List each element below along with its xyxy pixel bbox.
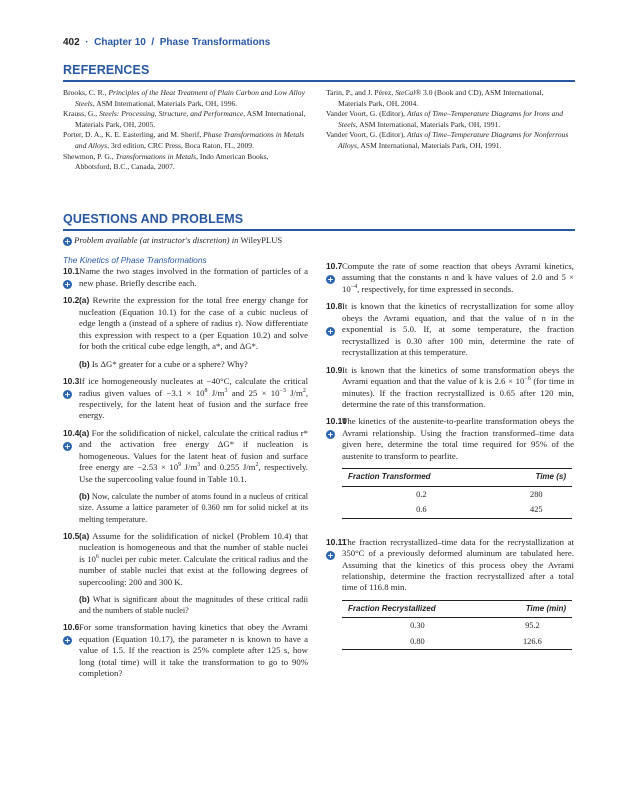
reference-entry: Brooks, C. R., Principles of the Heat Treatment of Plain Carbon and Low Alloy Steels, ASM International, Materials Park, OH, 1996.	[63, 88, 305, 108]
questions-rule	[63, 229, 575, 231]
header-separator: ·	[85, 37, 89, 48]
plus-circle-icon: +	[64, 636, 71, 646]
plus-circle-icon: +	[64, 280, 71, 290]
questions-right-column	[326, 255, 574, 650]
plus-circle-icon: +	[327, 430, 334, 440]
question-10-9: 10.9 It is known that the kinetics of some transformation obeys the Avrami equation and that the value of k is $2.6 \times 10^{-6}$ (for time in minutes). If the fraction recrystallized is 0.65 after 120 min, determine the rate of this transformation.	[326, 364, 574, 409]
question-10-2: 10.2 (a) Rewrite the expression for the total free energy change for nucleation (Equation 10.1) for the case of a cubic nucleus of edge length a (instead of a sphere of radius r). Now differentiate this expression with respect to a (per Equation 10.2) and solve for both the critical cube edge length, a*, and ΔG*.	[63, 295, 308, 352]
reference-entry: Vander Voort, G. (Editor), Atlas of Time–Temperature Diagrams for Nonferrous Alloys, ASM International, Materials Park, OH, 1991.	[326, 130, 569, 150]
question-10-4-b: (b) Now, calculate the number of atoms found in a nucleus of critical size. Assume a lattice parameter of 0.360 nm for solid nickel at its melting temperature.	[79, 491, 308, 524]
header-slash: /	[151, 37, 155, 48]
reference-entry: Krauss, G., Steels: Processing, Structure, and Performance, ASM International, Materials Park, OH, 2005.	[63, 109, 306, 129]
plus-circle-icon: +	[327, 550, 334, 560]
questions-heading: QUESTIONS AND PROBLEMS	[63, 212, 244, 226]
table-recrystallization	[342, 600, 572, 650]
table-header: Fraction Recrystallized	[342, 600, 493, 617]
reference-entry: Vander Voort, G. (Editor), Atlas of Time–Temperature Diagrams for Irons and Steels, ASM International, Materials Park, OH, 1991.	[326, 109, 564, 129]
plus-circle-icon: +	[64, 237, 71, 246]
plus-circle-icon: +	[327, 275, 334, 284]
question-10-5-b: (b) What is significant about the magnitudes of these critical radii and the numbers of stable nuclei?	[79, 594, 308, 616]
table-row: 0.80 126.6	[342, 634, 572, 650]
question-10-3: 10.3 + If ice homogeneously nucleates at −40°C, calculate the critical radius given values of $-3.1 \times 10^8$ $J/m^3$ and $25 \times 10^{-3}$ $J/m^2$, respectively, for the latent heat of fusion and the surface free energy.	[63, 376, 308, 421]
table-header: Fraction Transformed	[342, 469, 501, 486]
chapter-label: Chapter 10	[94, 37, 146, 48]
table-row: 0.30 95.2	[410, 621, 540, 631]
running-header	[63, 37, 270, 48]
questions-left-column	[63, 255, 308, 680]
table-row: 0.6 425	[342, 502, 572, 518]
question-10-6: 10.6 + For some transformation having kinetics that obey the Avrami equation (Equation 10.17), the parameter n is known to have a value of 1.5. If the reaction is 25% complete after 125 s, how long (total time) will it take the transformation to go to 90% completion?	[63, 622, 308, 679]
references-heading: REFERENCES	[63, 63, 150, 77]
wileyplus-brand: WileyPLUS	[240, 235, 283, 245]
question-10-4: 10.4 + (a) For the solidification of nickel, calculate the critical radius r* and the activation free energy ΔG* if nucleation is homogeneous. Values for the latent heat of fusion and surface free energy are $-2.53 \times 10^9$ $J/m^3$ and 0.255 $J/m^2$, respectively. Use the supercooling value found in Table 10.1.	[63, 427, 308, 484]
chapter-title: Phase Transformations	[159, 37, 271, 48]
wileyplus-note	[63, 235, 282, 246]
subsection-heading: The Kinetics of Phase Transformations	[63, 255, 207, 265]
table-header: Time (min)	[493, 600, 572, 617]
reference-entry: Tarin, P., and J. Pérez, SteCal® 3.0 (Book and CD), ASM International, Materials Park, OH, 2004.	[326, 88, 544, 108]
reference-entry: Shewmon, P. G., Transformations in Metals, Indo American Books, Abbotsford, B.C., Canada, 2007.	[63, 151, 269, 172]
page-number: 402	[63, 37, 80, 48]
references-left-column	[63, 88, 306, 173]
references-rule	[63, 80, 575, 82]
plus-circle-icon: +	[64, 441, 71, 451]
plus-circle-icon: +	[327, 327, 334, 337]
table-austenite-pearlite	[342, 468, 572, 518]
table-row: 0.2 280	[416, 489, 543, 499]
question-10-5: 10.5 (a) Assume for the solidification of nickel (Problem 10.4) that nucleation is homogeneous and that the number of stable nuclei is $10^6$ nuclei per cubic meter. Calculate the critical radius and the number of stable nuclei that exist at the following degrees of supercooling: 200 and 300 K.	[63, 530, 308, 587]
reference-entry: Porter, D. A., K. E. Easterling, and M. Sherif, Phase Transformations in Metals and Alloys, 3rd edition, CRC Press, Boca Raton, FL, 2009.	[63, 130, 305, 150]
question-10-10: 10.10 + The kinetics of the austenite-to-pearlite transformation obeys the Avrami relationship. Using the fraction transformed–time data given here, determine the total time required for 95% of the austenite to transform to pearlite.	[326, 416, 574, 461]
references-right-column	[326, 88, 574, 152]
question-10-2-b: (b) Is ΔG* greater for a cube or a sphere? Why?	[79, 358, 248, 369]
question-10-7: 10.7 + Compute the rate of some reaction that obeys Avrami kinetics, assuming that the constants n and k have values of 2.0 and $5 \times 10^{-4}$, respectively, for time expressed in seconds.	[326, 261, 574, 294]
question-10-1: 10.1 + Name the two stages involved in the formation of particles of a new phase. Briefly describe each.	[63, 266, 308, 290]
wileyplus-note-text: Problem available (at instructor's discretion) in	[74, 235, 241, 245]
plus-circle-icon: +	[64, 390, 71, 400]
table-header: Time (s)	[501, 469, 572, 486]
question-10-11: 10.11 + The fraction recrystallized–time data for the recrystallization at 350°C of a previously deformed aluminum are tabulated here. Assuming that the kinetics of this process obey the Avrami relationship, determine the fraction recrystallized after a total time of 116.8 min.	[326, 536, 574, 593]
question-10-8: 10.8 + It is known that the kinetics of recrystallization for some alloy obeys the Avrami equation, and that the value of n in the exponential is 5.0. If, at some temperature, the fraction recrystallized is 0.30 after 100 min, determine the rate of recrystallization at this temperature.	[326, 301, 574, 358]
